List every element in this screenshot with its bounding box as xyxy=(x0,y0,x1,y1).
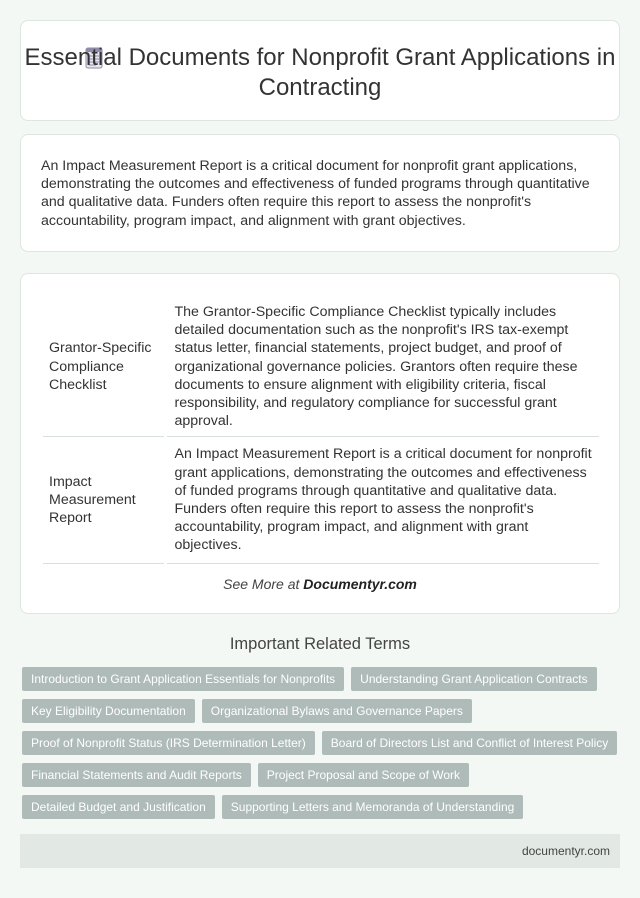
document-term: Grantor-Specific Compliance Checklist xyxy=(43,294,165,437)
documents-table xyxy=(43,294,599,564)
intro-text: An Impact Measurement Report is a critical document for nonprofit grant applications, demonstrating the outcomes and effectiveness of funded programs through quantitative and qualitative data. Funders often require this report to assess the nonprofit's accountability, program impact, and alignment with grant objectives. xyxy=(41,158,590,229)
document-description: An Impact Measurement Report is a critical document for nonprofit grant applications, demonstrating the outcomes and effectiveness of funded programs through quantitative and qualitative data. Funders often require this report to assess the nonprofit's accountability, program impact, and alignment with grant objectives. xyxy=(165,437,599,563)
related-term-tag[interactable]: Supporting Letters and Memoranda of Understanding xyxy=(222,795,524,819)
intro-card xyxy=(20,134,620,252)
related-terms xyxy=(22,667,622,827)
tag-row xyxy=(22,763,622,787)
related-term-tag[interactable]: Understanding Grant Application Contracts xyxy=(351,667,596,691)
see-more-prefix: See More at xyxy=(223,576,304,592)
tag-row xyxy=(22,667,622,691)
see-more-link[interactable] xyxy=(21,576,619,592)
related-term-tag[interactable]: Financial Statements and Audit Reports xyxy=(22,763,251,787)
tag-row xyxy=(22,731,622,755)
related-term-tag[interactable]: Organizational Bylaws and Governance Papers xyxy=(202,699,472,723)
page-title: Essential Documents for Nonprofit Grant Applications in Contracting xyxy=(24,44,616,101)
table-row xyxy=(43,294,599,437)
footer xyxy=(20,834,620,868)
tag-row xyxy=(22,699,622,723)
table-row xyxy=(43,437,599,563)
document-term: Impact Measurement Report xyxy=(43,437,165,563)
see-more-site[interactable]: Documentyr.com xyxy=(303,576,417,592)
documents-table-card xyxy=(20,273,620,614)
tag-row xyxy=(22,795,622,819)
related-term-tag[interactable]: Proof of Nonprofit Status (IRS Determination Letter) xyxy=(22,731,315,755)
related-term-tag[interactable]: Project Proposal and Scope of Work xyxy=(258,763,469,787)
document-description: The Grantor-Specific Compliance Checklist typically includes detailed documentation such as the nonprofit's IRS tax-exempt status letter, financial statements, project budget, and proof of organizational governance policies. Grantors often require these documents to ensure alignment with eligibility criteria, fiscal responsibility, and regulatory compliance for successful grant approval. xyxy=(165,294,599,437)
related-term-tag[interactable]: Board of Directors List and Conflict of Interest Policy xyxy=(322,731,617,755)
related-terms-title: Important Related Terms xyxy=(229,635,411,653)
related-term-tag[interactable]: Introduction to Grant Application Essentials for Nonprofits xyxy=(22,667,344,691)
title-card xyxy=(20,20,620,121)
footer-site[interactable]: documentyr.com xyxy=(521,844,610,858)
related-term-tag[interactable]: Key Eligibility Documentation xyxy=(22,699,195,723)
related-term-tag[interactable]: Detailed Budget and Justification xyxy=(22,795,215,819)
